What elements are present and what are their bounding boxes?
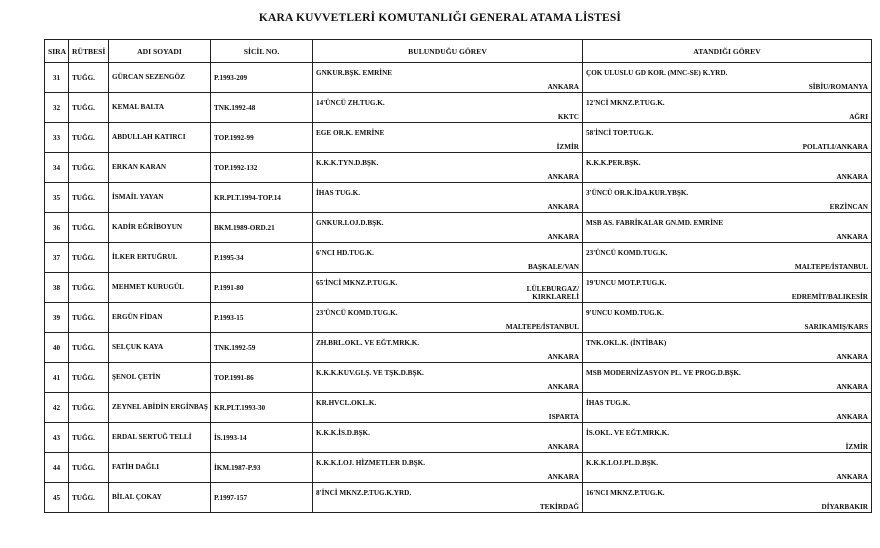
table-row <box>45 393 872 423</box>
current-duty-cell <box>313 273 583 303</box>
current-duty-text: 8'İNCİ MKNZ.P.TUG.K.YRD. <box>316 489 412 497</box>
name-cell: BİLAL ÇOKAY <box>109 483 211 513</box>
current-duty-cell <box>313 243 583 273</box>
table-row <box>45 483 872 513</box>
current-duty-cell <box>313 303 583 333</box>
sicil-cell: KR.PLT.1993-30 <box>211 393 313 423</box>
current-place-text: LÜLEBURGAZ/ KIRKLARELİ <box>526 285 579 301</box>
assigned-place-text: DİYARBAKIR <box>821 503 868 511</box>
assigned-place-text: SİBİU/ROMANYA <box>808 83 868 91</box>
assigned-duty-cell <box>583 63 872 93</box>
table-row <box>45 453 872 483</box>
sicil-cell: P.1995-34 <box>211 243 313 273</box>
assigned-duty-cell <box>583 273 872 303</box>
table-row <box>45 303 872 333</box>
assigned-duty-cell <box>583 453 872 483</box>
current-duty-cell <box>313 213 583 243</box>
table-row <box>45 243 872 273</box>
current-place-text: ISPARTA <box>548 413 579 421</box>
sicil-cell: P.1997-157 <box>211 483 313 513</box>
row-number: 34 <box>45 153 69 183</box>
assigned-duty-cell <box>583 393 872 423</box>
assigned-duty-cell <box>583 303 872 333</box>
row-number: 42 <box>45 393 69 423</box>
assigned-duty-text: 3'ÜNCÜ OR.K.İDA.KUR.YBŞK. <box>586 189 689 197</box>
current-duty-text: KR.HVCL.OKL.K. <box>316 399 377 407</box>
assigned-duty-text: ÇOK ULUSLU GD KOR. (MNC-SE) K.YRD. <box>586 69 728 77</box>
table-row <box>45 363 872 393</box>
current-place-text: ANKARA <box>547 353 579 361</box>
name-cell: ERKAN KARAN <box>109 153 211 183</box>
current-duty-cell <box>313 93 583 123</box>
assigned-duty-cell <box>583 363 872 393</box>
assigned-place-text: ANKARA <box>836 173 868 181</box>
header-rank: RÜTBESİ <box>69 40 109 63</box>
rank-cell: TUĞG. <box>69 153 109 183</box>
rank-cell: TUĞG. <box>69 123 109 153</box>
header-current-duty: BULUNDUĞU GÖREV <box>313 40 583 63</box>
table-row <box>45 123 872 153</box>
rank-cell: TUĞG. <box>69 483 109 513</box>
assigned-duty-cell <box>583 483 872 513</box>
assigned-duty-text: TNK.OKL.K. (İNTİBAK) <box>586 339 667 347</box>
row-number: 40 <box>45 333 69 363</box>
current-duty-cell <box>313 183 583 213</box>
rank-cell: TUĞG. <box>69 363 109 393</box>
table-row <box>45 333 872 363</box>
sicil-cell: TOP.1992-132 <box>211 153 313 183</box>
assigned-place-text: AĞRI <box>849 113 868 121</box>
current-place-text: ANKARA <box>547 83 579 91</box>
name-cell: ZEYNEL ABİDİN ERGİNBAŞ <box>109 393 211 423</box>
sicil-cell: TOP.1991-86 <box>211 363 313 393</box>
current-place-text: ANKARA <box>547 383 579 391</box>
name-cell: İLKER ERTUĞRUL <box>109 243 211 273</box>
assigned-duty-cell <box>583 183 872 213</box>
table-row <box>45 153 872 183</box>
row-number: 36 <box>45 213 69 243</box>
row-number: 45 <box>45 483 69 513</box>
table-row <box>45 423 872 453</box>
current-duty-text: K.K.K.LOJ. HİZMETLER D.BŞK. <box>316 459 426 467</box>
assigned-duty-text: İS.OKL. VE EĞT.MRK.K. <box>586 429 670 437</box>
row-number: 31 <box>45 63 69 93</box>
assigned-place-text: EDREMİT/BALIKESİR <box>791 293 868 301</box>
table-row <box>45 273 872 303</box>
current-duty-cell <box>313 483 583 513</box>
current-duty-text: EGE OR.K. EMRİNE <box>316 129 385 137</box>
sicil-cell: BKM.1989-ORD.21 <box>211 213 313 243</box>
assigned-duty-cell <box>583 213 872 243</box>
current-duty-text: GNKUR.LOJ.D.BŞK. <box>316 219 384 227</box>
name-cell: MEHMET KURUGÜL <box>109 273 211 303</box>
name-cell: SELÇUK KAYA <box>109 333 211 363</box>
header-no: SIRA <box>45 40 69 63</box>
current-duty-cell <box>313 63 583 93</box>
header-sicil: SİCİL NO. <box>211 40 313 63</box>
current-duty-text: İHAS TUG.K. <box>316 189 361 197</box>
rank-cell: TUĞG. <box>69 273 109 303</box>
row-number: 33 <box>45 123 69 153</box>
name-cell: FATİH DAĞLI <box>109 453 211 483</box>
rank-cell: TUĞG. <box>69 183 109 213</box>
current-place-text: BAŞKALE/VAN <box>528 263 579 271</box>
header-assigned-duty: ATANDIĞI GÖREV <box>583 40 872 63</box>
table-row <box>45 183 872 213</box>
assigned-duty-text: 9'UNCU KOMD.TUG.K. <box>586 309 664 317</box>
assigned-place-text: ANKARA <box>836 473 868 481</box>
sicil-cell: TOP.1992-99 <box>211 123 313 153</box>
sicil-cell: KR.PLT.1994-TOP.14 <box>211 183 313 213</box>
current-duty-text: 23'ÜNCÜ KOMD.TUG.K. <box>316 309 398 317</box>
assigned-duty-text: İHAS TUG.K. <box>586 399 631 407</box>
name-cell: ERDAL SERTUĞ TELLİ <box>109 423 211 453</box>
name-cell: ERGÜN FİDAN <box>109 303 211 333</box>
current-duty-text: ZH.BRL.OKL. VE EĞT.MRK.K. <box>316 339 420 347</box>
current-duty-cell <box>313 363 583 393</box>
table-header-row <box>45 40 872 63</box>
sicil-cell: P.1993-209 <box>211 63 313 93</box>
assigned-place-text: SARIKAMIŞ/KARS <box>804 323 868 331</box>
row-number: 35 <box>45 183 69 213</box>
rank-cell: TUĞG. <box>69 393 109 423</box>
rank-cell: TUĞG. <box>69 303 109 333</box>
sicil-cell: İS.1993-14 <box>211 423 313 453</box>
current-duty-cell <box>313 453 583 483</box>
row-number: 32 <box>45 93 69 123</box>
name-cell: KADİR EĞRİBOYUN <box>109 213 211 243</box>
current-place-text: ANKARA <box>547 443 579 451</box>
sicil-cell: TNK.1992-59 <box>211 333 313 363</box>
assigned-duty-text: 23'ÜNCÜ KOMD.TUG.K. <box>586 249 668 257</box>
current-duty-text: 65'İNCİ MKNZ.P.TUG.K. <box>316 279 398 287</box>
current-place-text: KKTC <box>557 113 579 121</box>
current-place-text: ANKARA <box>547 173 579 181</box>
assigned-duty-text: 19'UNCU MOT.P.TUG.K. <box>586 279 667 287</box>
current-duty-cell <box>313 423 583 453</box>
assigned-duty-text: MSB AS. FABRİKALAR GN.MD. EMRİNE <box>586 219 724 227</box>
current-place-text: İZMİR <box>556 143 579 151</box>
assigned-duty-text: 12'NCİ MKNZ.P.TUG.K. <box>586 99 665 107</box>
sicil-cell: İKM.1987-P.93 <box>211 453 313 483</box>
current-place-text: ANKARA <box>547 473 579 481</box>
rank-cell: TUĞG. <box>69 93 109 123</box>
assigned-duty-text: K.K.K.LOJ.PL.D.BŞK. <box>586 459 659 467</box>
row-number: 37 <box>45 243 69 273</box>
name-cell: ŞENOL ÇETİN <box>109 363 211 393</box>
assigned-duty-text: K.K.K.PER.BŞK. <box>586 159 641 167</box>
row-number: 41 <box>45 363 69 393</box>
current-duty-text: K.K.K.İS.D.BŞK. <box>316 429 370 437</box>
row-number: 43 <box>45 423 69 453</box>
header-name: ADI SOYADI <box>109 40 211 63</box>
assigned-duty-cell <box>583 93 872 123</box>
assigned-duty-cell <box>583 123 872 153</box>
current-duty-text: K.K.K.KUV.GLŞ. VE TŞK.D.BŞK. <box>316 369 424 377</box>
row-number: 44 <box>45 453 69 483</box>
sicil-cell: TNK.1992-48 <box>211 93 313 123</box>
current-duty-text: 6'NCI HD.TUG.K. <box>316 249 374 257</box>
current-place-text: ANKARA <box>547 233 579 241</box>
table-row <box>45 213 872 243</box>
name-cell: İSMAİL YAYAN <box>109 183 211 213</box>
name-cell: GÜRCAN SEZENGÖZ <box>109 63 211 93</box>
name-cell: ABDULLAH KATIRCI <box>109 123 211 153</box>
assigned-duty-text: 16'NCI MKNZ.P.TUG.K. <box>586 489 665 497</box>
assigned-duty-cell <box>583 423 872 453</box>
rank-cell: TUĞG. <box>69 63 109 93</box>
assigned-duty-cell <box>583 153 872 183</box>
assigned-place-text: ANKARA <box>836 413 868 421</box>
assigned-place-text: ANKARA <box>836 353 868 361</box>
table-row <box>45 93 872 123</box>
assigned-place-text: ANKARA <box>836 233 868 241</box>
rank-cell: TUĞG. <box>69 333 109 363</box>
current-place-text: ANKARA <box>547 203 579 211</box>
assigned-place-text: MALTEPE/İSTANBUL <box>794 263 868 271</box>
current-duty-cell <box>313 393 583 423</box>
document-title: KARA KUVVETLERİ KOMUTANLIĞI GENERAL ATAMA LİSTESİ <box>258 12 622 24</box>
assigned-duty-text: 58'İNCİ TOP.TUG.K. <box>586 129 654 137</box>
assigned-place-text: POLATLI/ANKARA <box>802 143 868 151</box>
assigned-duty-cell <box>583 333 872 363</box>
current-place-text: TEKİRDAĞ <box>539 503 579 511</box>
table-row <box>45 63 872 93</box>
rank-cell: TUĞG. <box>69 423 109 453</box>
rank-cell: TUĞG. <box>69 243 109 273</box>
current-duty-cell <box>313 153 583 183</box>
current-duty-text: 14'ÜNCÜ ZH.TUG.K. <box>316 99 385 107</box>
assigned-duty-text: MSB MODERNİZASYON PL. VE PROG.D.BŞK. <box>586 369 741 377</box>
assigned-place-text: ANKARA <box>836 383 868 391</box>
assignment-table <box>44 39 872 513</box>
assigned-place-text: İZMİR <box>845 443 868 451</box>
assigned-place-text: ERZİNCAN <box>829 203 868 211</box>
sicil-cell: P.1991-80 <box>211 273 313 303</box>
sicil-cell: P.1993-15 <box>211 303 313 333</box>
assigned-duty-cell <box>583 243 872 273</box>
row-number: 39 <box>45 303 69 333</box>
name-cell: KEMAL BALTA <box>109 93 211 123</box>
rank-cell: TUĞG. <box>69 213 109 243</box>
current-duty-text: GNKUR.BŞK. EMRİNE <box>316 69 393 77</box>
current-duty-cell <box>313 123 583 153</box>
row-number: 38 <box>45 273 69 303</box>
current-place-text: MALTEPE/İSTANBUL <box>505 323 579 331</box>
current-duty-text: K.K.K.TYN.D.BŞK. <box>316 159 379 167</box>
current-duty-cell <box>313 333 583 363</box>
rank-cell: TUĞG. <box>69 453 109 483</box>
